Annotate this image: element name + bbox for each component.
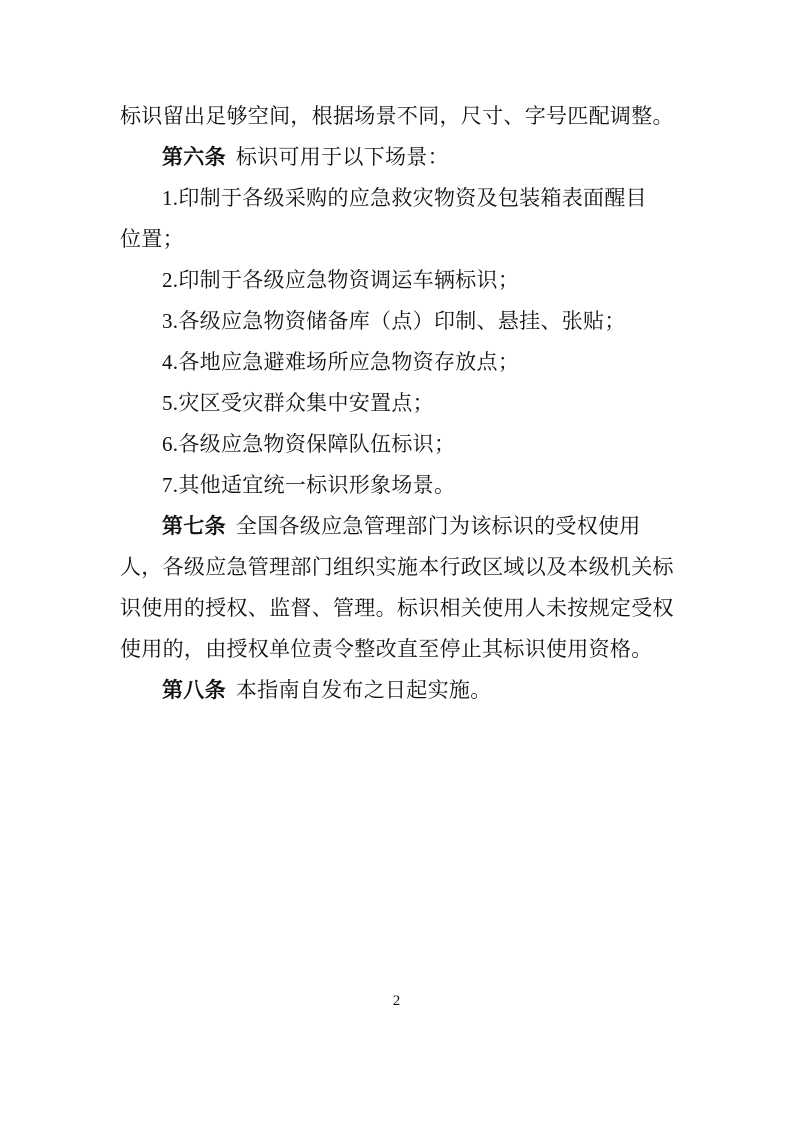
article-8-label: 第八条 [162,678,226,702]
article-7-line-4: 使用的，由授权单位责令整改直至停止其标识使用资格。 [120,637,653,661]
list-item-number: 3. [162,309,179,333]
list-item [120,424,675,465]
list-item-number: 4. [162,350,179,374]
list-item [120,301,675,342]
list-item-text: 印制于各级采购的应急救灾物资及包装箱表面醒目 [178,186,647,210]
list-item [120,342,675,383]
article-6-label: 第六条 [162,145,226,169]
list-item [120,178,675,219]
article-6-heading [120,137,675,178]
article-7-line-3: 识使用的授权、监督、管理。标识相关使用人未按规定受权 [120,596,674,620]
list-item-text: 各级应急物资储备库（点）印制、悬挂、张贴； [178,309,626,333]
article-7-label: 第七条 [162,514,226,538]
article-7-line-1 [120,506,675,547]
list-item-number: 6. [162,432,179,456]
list-item [120,383,675,424]
page-number: 2 [392,993,401,1009]
article-7-text: 全国各级应急管理部门为该标识的受权使用 [235,514,641,538]
document-body [120,96,675,711]
list-item [120,260,675,301]
list-item [120,465,675,506]
list-item-number: 5. [162,391,179,415]
list-item-text: 各地应急避难场所应急物资存放点； [178,350,520,374]
list-item-number: 2. [162,268,179,292]
list-item-text: 印制于各级应急物资调运车辆标识； [178,268,520,292]
list-item-number: 7. [162,473,179,497]
paragraph-continuation: 标识留出足够空间，根据场景不同，尺寸、字号匹配调整。 [120,104,674,128]
list-item-text: 灾区受灾群众集中安置点； [178,391,434,415]
list-item-number: 1. [162,186,179,210]
list-item-text: 其他适宜统一标识形象场景。 [178,473,456,497]
article-8-text: 本指南自发布之日起实施。 [235,678,492,702]
list-item-continuation: 位置； [120,227,184,251]
article-6-text: 标识可用于以下场景： [235,145,449,169]
article-8-heading [120,670,675,711]
article-7-line-2: 人，各级应急管理部门组织实施本行政区域以及本级机关标 [120,555,674,579]
list-item-text: 各级应急物资保障队伍标识； [178,432,456,456]
